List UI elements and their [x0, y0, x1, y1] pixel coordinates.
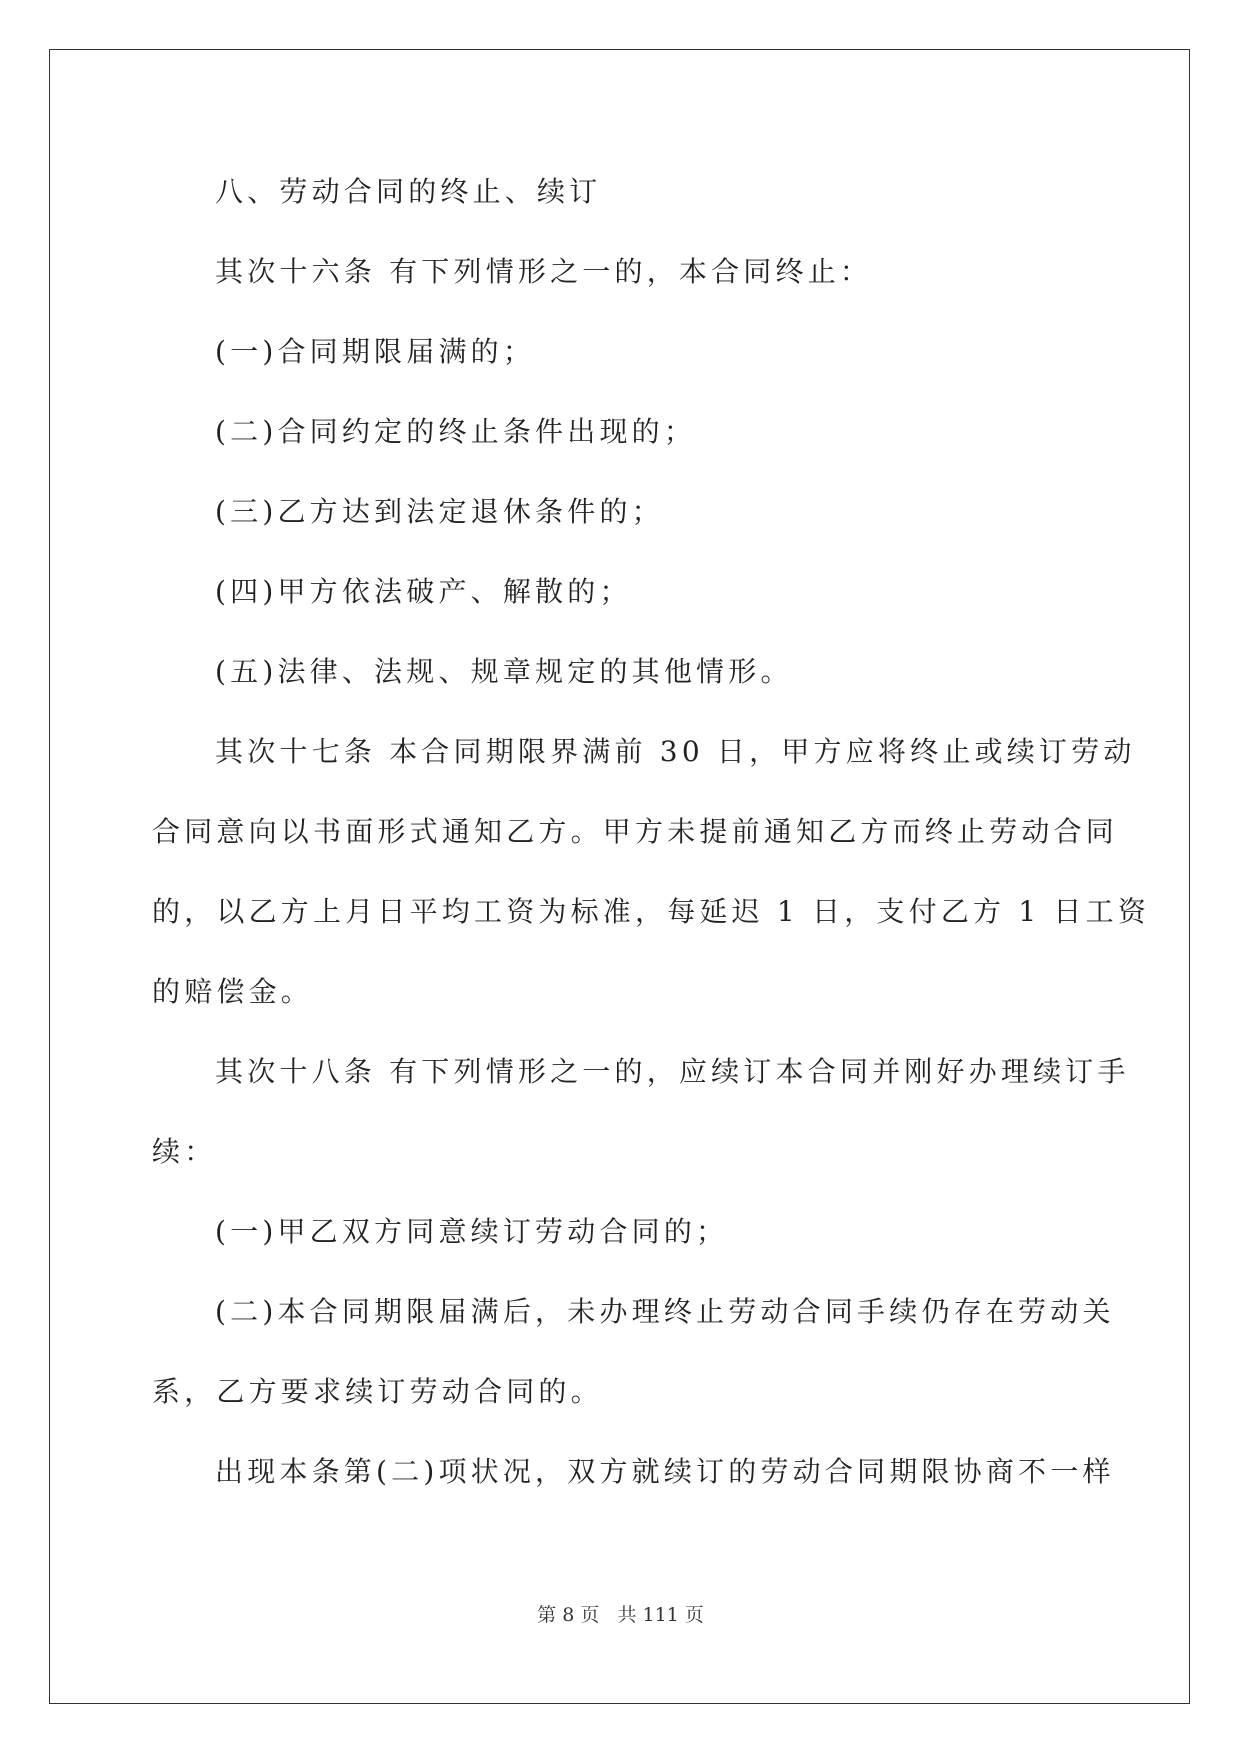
paragraph-line: 系，乙方要求续订劳动合同的。 — [152, 1375, 603, 1408]
list-item: (一)合同期限届满的； — [215, 335, 536, 368]
article-17: 其次十七条 本合同期限界满前 30 日，甲方应将终止或续订劳动 — [215, 735, 1136, 768]
list-item: (四)甲方依法破产、解散的； — [215, 575, 632, 608]
list-item: (一)甲乙双方同意续订劳动合同的； — [215, 1215, 729, 1248]
article-16: 其次十六条 有下列情形之一的，本合同终止： — [215, 255, 873, 288]
section-heading: 八、劳动合同的终止、续订 — [215, 175, 602, 208]
paragraph-line: 续： — [152, 1135, 217, 1168]
paragraph-line: 的赔偿金。 — [152, 975, 314, 1008]
list-item: (五)法律、法规、规章规定的其他情形。 — [215, 655, 793, 688]
list-item: (二)本合同期限届满后，未办理终止劳动合同手续仍存在劳动关 — [215, 1295, 1115, 1328]
paragraph-line: 出现本条第(二)项状况，双方就续订的劳动合同期限协商不一样 — [215, 1455, 1115, 1488]
article-18: 其次十八条 有下列情形之一的，应续订本合同并刚好办理续订手 — [215, 1055, 1130, 1088]
list-item: (三)乙方达到法定退休条件的； — [215, 495, 664, 528]
page-number: 第 8 页 共 111 页 — [537, 1604, 704, 1626]
list-item: (二)合同约定的终止条件出现的； — [215, 415, 697, 448]
paragraph-line: 的，以乙方上月日平均工资为标准，每延迟 1 日，支付乙方 1 日工资 — [152, 895, 1151, 928]
paragraph-line: 合同意向以书面形式通知乙方。甲方未提前通知乙方而终止劳动合同 — [152, 815, 1119, 848]
